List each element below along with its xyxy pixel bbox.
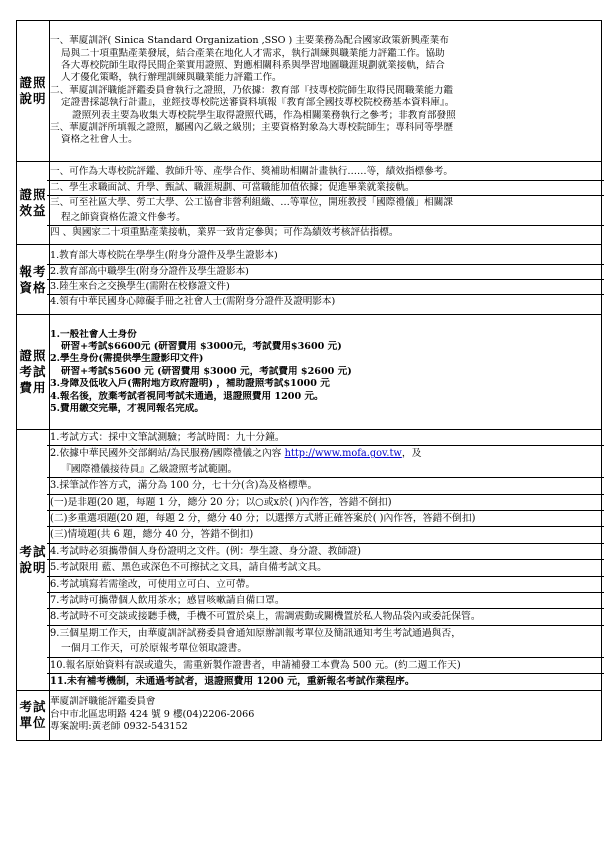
text-line: 人才優化策略，執行辦理訓練與職業能力評鑑工作。 (61, 72, 282, 84)
text-line: 證照列表主要為收集大專校院學生取得證照代碼，作為相關業務執行之參考；非教育部發照 (72, 109, 456, 121)
text-line: 四 、與國家二十項重點產業接軌，業界一致肯定參與；可作為績效考核評估指標。 (50, 227, 399, 239)
row-exam-unit (17, 690, 602, 740)
text-line: 1.考試方式：採中文筆試測驗；考試時間：九十分鐘。 (47, 430, 604, 446)
text-line: (二)多重選項題(20 題，每題 2 分，總分 40 分；以選擇方式將正確答案於( )內作答，答錯不倒扣) (47, 511, 604, 527)
text-line: 2.教育部高中職學生(附身分證件及學生證影本) (47, 265, 604, 280)
text-line: 三、可至社區大學、勞工大學、公工協會非營利組織、…等單位，開班教授「國際禮儀」相關課 (50, 197, 453, 209)
text-line: 一、可作為大專校院評鑑、教師升等、產學合作、獎補助相關計畫執行……等，績效指標參考。 (47, 165, 604, 180)
row-exam-fees (17, 315, 602, 430)
text-segment: ，及 (401, 448, 422, 460)
text-line: 10.報名原始資料有誤或遺失，需重新製作證書者，申請補發工本費為 500 元。(約二週工作天) (47, 658, 604, 674)
text-line: 4.領有中華民國身心障礙手冊之社會人士(需附身分證件及證明影本) (50, 296, 336, 308)
organization-name: 華廈訓評職能評鑑委員會 (50, 696, 156, 708)
text-line: 2.學生身份(需提供學生證影印文件) (50, 353, 204, 365)
header-certificate-benefit: 證照 效益 (17, 162, 50, 245)
text-line: 3.採筆試作答方式，滿分為 100 分，七十分(含)為及格標準。 (47, 478, 604, 494)
text-line: 5.費用繳交完畢，才視同報名完成。 (50, 403, 204, 415)
text-line: 一個月工作天，可於原報考單位領取證書。 (47, 641, 604, 657)
eligibility-content (50, 245, 602, 315)
text-line: 程之師資資格佐證文件參考。 (47, 211, 604, 226)
exam-unit-content (50, 690, 602, 740)
mofa-website-link[interactable]: http://www.mofa.gov.tw (284, 448, 402, 460)
header-exam-description: 考試 說明 (17, 430, 50, 691)
text-line: 4.報名後，放棄考試者視同考試未通過，退證照費用 1200 元。 (50, 390, 324, 402)
row-certificate-benefit (17, 162, 602, 245)
text-line: 3.陸生來台之交換學生(需附在校修證文件) (47, 280, 604, 295)
text-line: 三、華廈訓評所填報之證照，屬國內乙級之級別；主要資格對象為大專校院師生；專科同等學歷 (50, 122, 453, 134)
text-line: 二、華廈訓評職能評鑑委員會執行之證照，乃依據：教育部『技專校院師生取得民間職業能力鑑 (50, 84, 453, 96)
text-line (47, 446, 604, 461)
organization-address: 台中市北區忠明路 424 號 9 樓(04)2206-2066 (50, 708, 255, 720)
text-line: 各大專校院師生取得民間企業實用證照、對應相關科系與學習地圖職涯規劃就業接軌，結合 (61, 59, 445, 71)
text-segment: 2.依據中華民國外交部網站/為民服務/國際禮儀之內容 (50, 448, 282, 460)
row-exam-description (17, 430, 602, 691)
text-line: 8.考試時不可交談或接聽手機，手機不可置於桌上，需調震動或關機置於私人物品袋內或委託保管。 (47, 609, 604, 625)
header-exam-unit: 考試 單位 (17, 690, 50, 740)
row-eligibility (17, 245, 602, 315)
text-line: 研習+考試$5600 元 (研習費用 $3000 元，考試費用 $2600 元) (61, 365, 352, 377)
header-eligibility: 報考 資格 (17, 245, 50, 315)
certificate-description-content (50, 21, 602, 162)
text-line: 7.考試時可攜帶個人飲用茶水；感冒咳嗽請自備口罩。 (47, 593, 604, 609)
text-line: 5.考試限用 藍、黑色或深色不可擦拭之文具，請自備考試文具。 (47, 560, 604, 576)
header-exam-fees: 證照 考試 費用 (17, 315, 50, 430)
text-line: 9.三個星期工作天，由華廈訓評試務委員會通知原辦訓報考單位及簡訊通知考生考試通過與否， (50, 627, 462, 639)
text-line: (一)是非題(20 題，每題 1 分，總分 20 分；以○或x於( )內作答，答錯不倒扣) (47, 495, 604, 511)
text-line: (三)情境題(共 6 題，總分 40 分，答錯不倒扣) (47, 527, 604, 543)
text-line: 11.未有補考機制，未通過考試者，退證照費用 1200 元，重新報名考試作業程序。 (50, 676, 415, 688)
info-table (16, 20, 602, 741)
text-line: 4.考試時必須攜帶個人身份證明之文件。(例：學生證、身分證、教師證) (47, 544, 604, 560)
text-line: 定證書採認執行計畫』，並經技專校院送審資料填報『教育部全國技專校院校務基本資料庫』。 (61, 97, 455, 109)
exam-description-content (50, 430, 602, 691)
text-line: 研習+考試$6600元 (研習費用 $3000元，考試費用$3600 元) (61, 340, 342, 352)
header-certificate-description: 證照 說明 (17, 21, 50, 162)
text-line: 二、學生求職面試、升學、甄試、職涯規劃、可當職能加值依據；促進畢業就業接軌。 (47, 181, 604, 196)
exam-fees-content (50, 315, 602, 430)
certificate-benefit-content (50, 162, 602, 245)
row-certificate-description (17, 21, 602, 162)
text-line: 『國際禮儀接待員』乙級證照考試範圍。 (47, 462, 604, 478)
text-line: 1.一般社會人士身份 (50, 328, 137, 340)
contact-person: 專案說明:黃老師 0932-543152 (50, 721, 188, 733)
text-line: 局與二十項重點產業發展，結合產業在地化人才需求，執行訓練與職業能力評鑑工作。協助 (61, 47, 445, 59)
text-line: 資格之社會人士。 (61, 134, 138, 146)
text-line: 1.教育部大專校院在學學生(附身分證件及學生證影本) (47, 249, 604, 264)
text-line: 一、華廈訓評( Sinica Standard Organization ,SSO ) 主要業務為配合國家政策新興產業布 (50, 35, 449, 47)
text-line: 3.身障及低收入戶(需附地方政府證明) ，補助證照考試$1000 元 (50, 378, 330, 390)
text-line: 6.考試填寫若需塗改，可使用立可白、立可帶。 (47, 577, 604, 593)
